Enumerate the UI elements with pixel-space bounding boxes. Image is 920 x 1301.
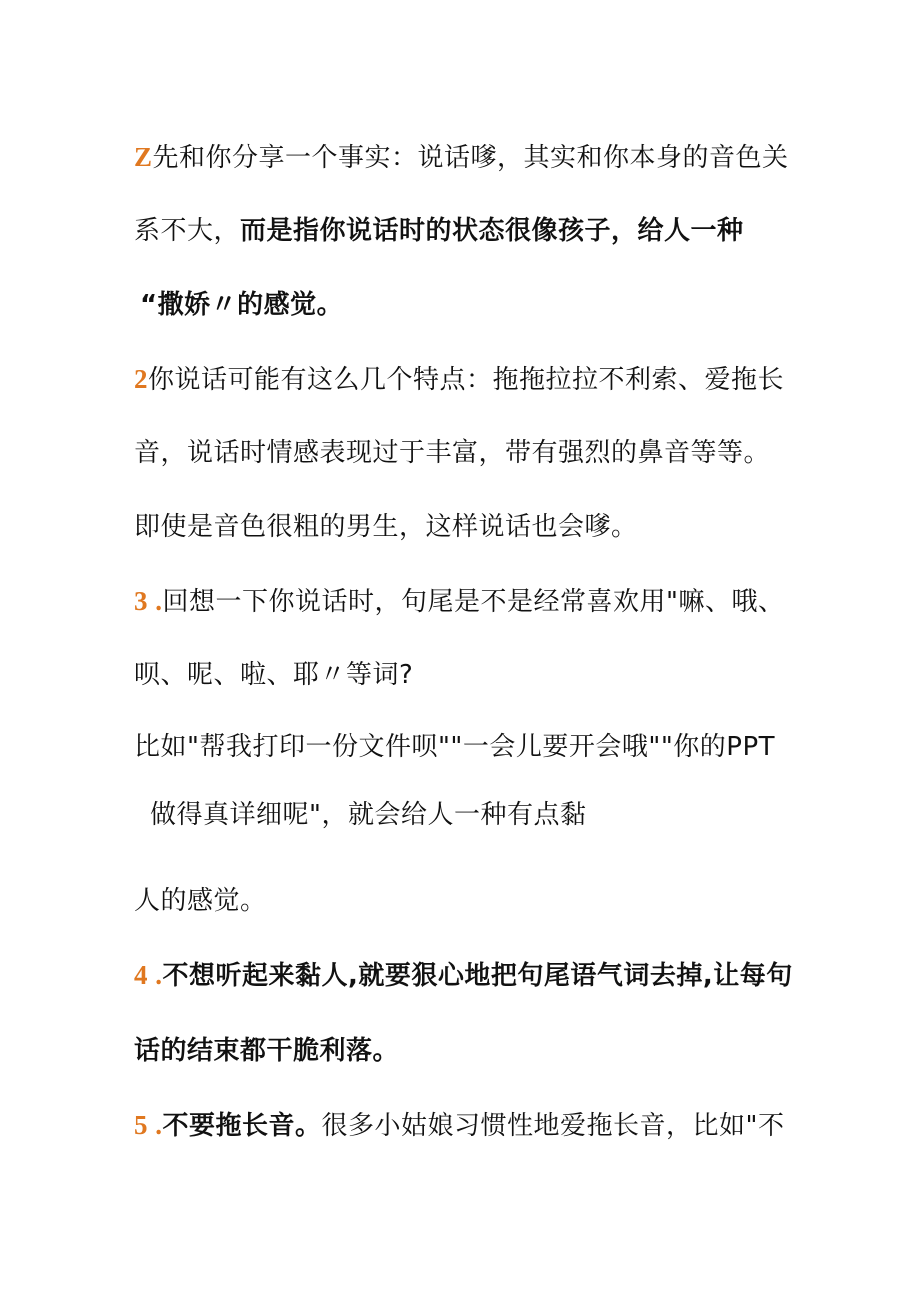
paragraph-3-line-5 <box>134 884 267 918</box>
paragraph-4-text-1: 不想听起来黏人,就要狠心地把句尾语气词去掉,让每句 <box>162 961 793 991</box>
paragraph-1-text-2b: 而是指你说话时的状态很像孩子，给人一种 <box>240 216 744 246</box>
paragraph-2-text-1: 你说话可能有这么几个特点：拖拖拉拉不利索、爱拖长 <box>148 365 785 395</box>
paragraph-5-number: 5 . <box>134 1110 163 1140</box>
paragraph-3-text-4: 做得真详细呢"，就会给人一种有点黏 <box>150 800 587 830</box>
paragraph-2-number: 2 <box>134 364 148 394</box>
paragraph-4-line-2 <box>134 1034 399 1068</box>
paragraph-1-text-2a: 系不大， <box>134 216 241 246</box>
paragraph-1-line-2 <box>134 214 744 248</box>
paragraph-3-text-5: 人的感觉。 <box>134 886 267 916</box>
paragraph-5-text-1a: 不要拖长音。 <box>162 1111 322 1141</box>
paragraph-4-text-2: 话的结束都干脆利落。 <box>134 1036 400 1066</box>
paragraph-1-number: Z <box>134 142 153 172</box>
paragraph-1-text-3: “撒娇〃的感觉。 <box>140 290 344 320</box>
paragraph-4-number: 4 . <box>134 960 163 990</box>
paragraph-1-text-1: 先和你分享一个事实：说话嗲，其实和你本身的音色关 <box>152 143 789 173</box>
paragraph-3-line-1 <box>134 584 784 619</box>
paragraph-3-number: 3 . <box>134 586 163 616</box>
paragraph-3-line-2 <box>134 658 413 692</box>
paragraph-3-text-1: 回想一下你说话时，句尾是不是经常喜欢用"嘛、哦、 <box>162 587 785 617</box>
paragraph-2-line-2 <box>134 436 770 470</box>
paragraph-1-line-3 <box>140 288 343 322</box>
paragraph-1-line-1 <box>134 140 789 175</box>
paragraph-5-line-1 <box>134 1108 784 1143</box>
paragraph-2-text-3: 即使是音色很粗的男生，这样说话也会嗲。 <box>134 512 638 542</box>
paragraph-2-line-1 <box>134 362 784 397</box>
paragraph-5-text-1b: 很多小姑娘习惯性地爱拖长音，比如"不 <box>321 1111 785 1141</box>
paragraph-3-line-4 <box>150 798 586 832</box>
paragraph-3-text-3: 比如"帮我打印一份文件呗""一会儿要开会哦""你的PPT <box>134 732 776 762</box>
paragraph-2-line-3 <box>134 510 638 544</box>
paragraph-3-text-2: 呗、呢、啦、耶〃等词? <box>134 660 414 690</box>
paragraph-4-line-1 <box>134 958 793 993</box>
paragraph-3-line-3 <box>134 730 775 764</box>
paragraph-2-text-2: 音，说话时情感表现过于丰富，带有强烈的鼻音等等。 <box>134 438 771 468</box>
